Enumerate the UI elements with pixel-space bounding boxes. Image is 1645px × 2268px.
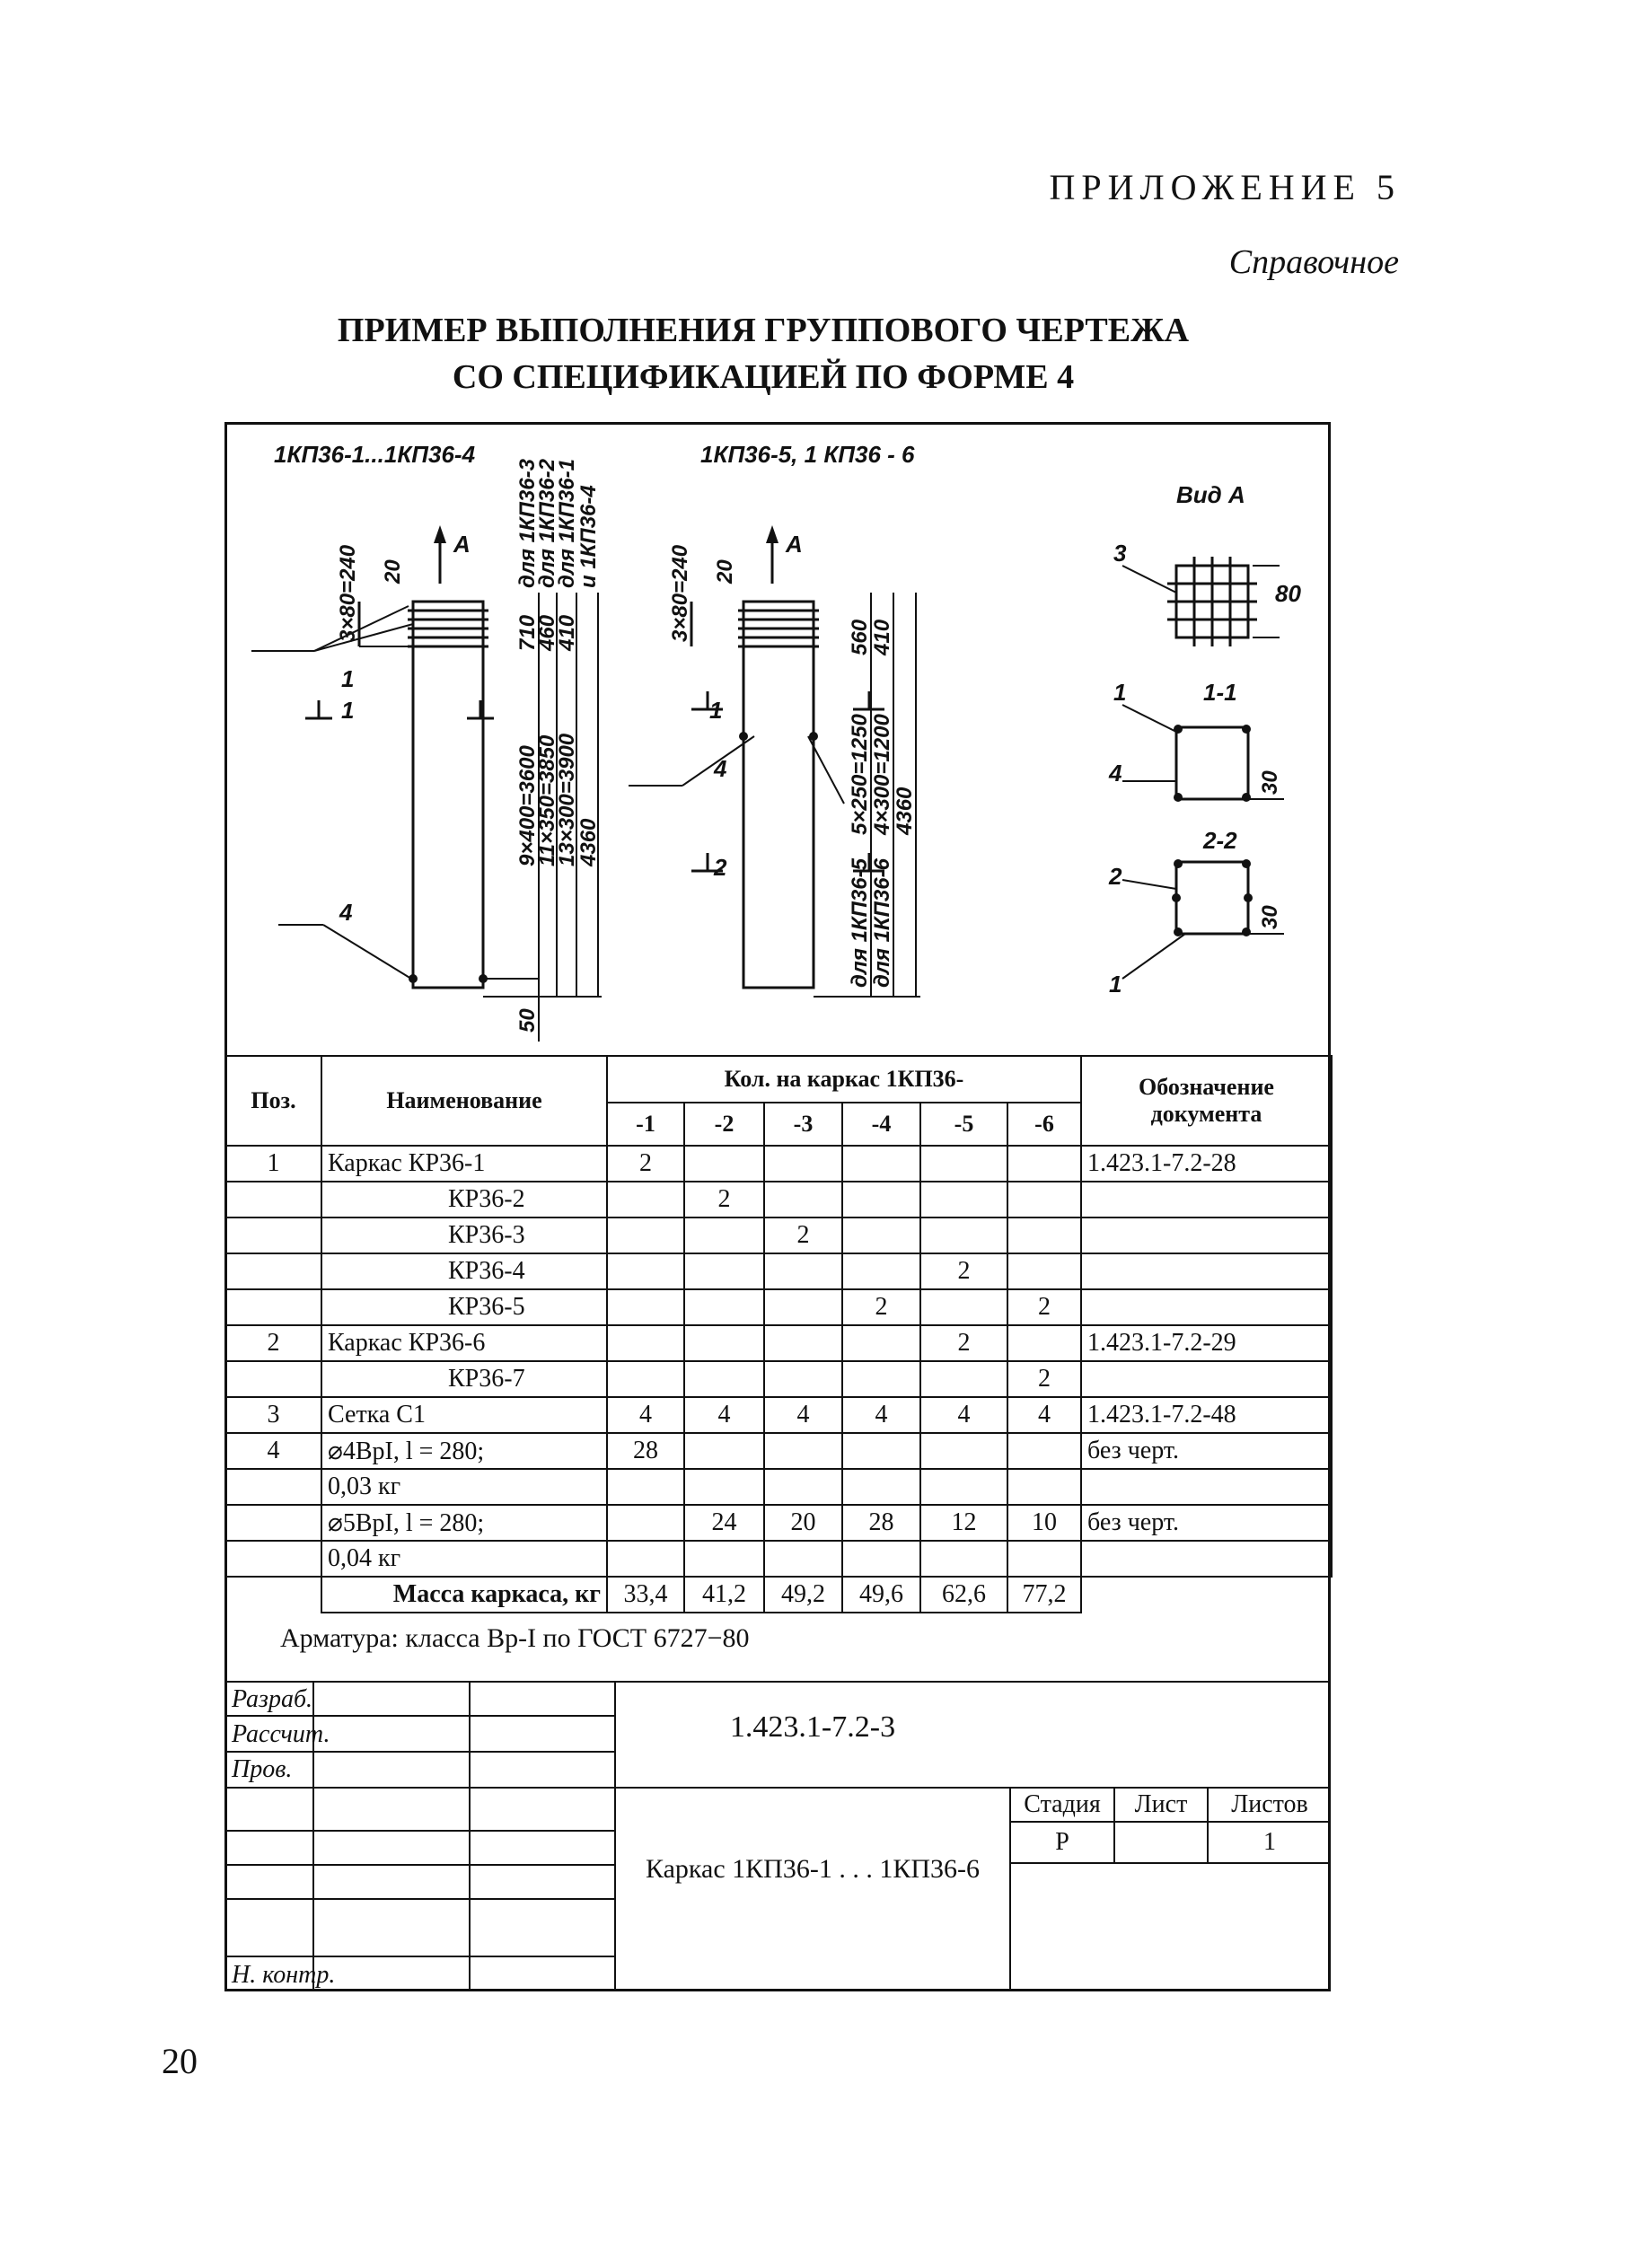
qty-cell — [1007, 1253, 1081, 1289]
qty-cell — [842, 1433, 920, 1469]
qty-cell: 2 — [607, 1146, 684, 1182]
qty-cell — [1007, 1146, 1081, 1182]
qty-cell: 2 — [920, 1253, 1007, 1289]
qty-cell: 28 — [842, 1505, 920, 1541]
qty-cell — [842, 1325, 920, 1361]
qty-cell — [920, 1469, 1007, 1505]
dim-1200: 4×300=1200 — [870, 714, 894, 835]
dim-560: 560 — [848, 619, 872, 655]
note-for-1kp36-5: для 1КП36-5 — [848, 858, 872, 988]
dim-3600: 9×400=3600 — [515, 745, 540, 866]
technical-drawing — [224, 422, 1331, 1055]
table-row — [225, 1541, 1332, 1577]
header-qty: Кол. на каркас 1КП36- — [607, 1056, 1081, 1103]
qty-cell — [842, 1541, 920, 1577]
dim-3850: 11×350=3850 — [535, 734, 559, 866]
mass-cell: 33,4 — [607, 1577, 684, 1613]
qty-cell — [920, 1541, 1007, 1577]
doc-cell — [1081, 1289, 1332, 1325]
qty-cell — [920, 1289, 1007, 1325]
name-cell: Сетка С1 — [321, 1397, 607, 1433]
table-row — [225, 1361, 1332, 1397]
qty-cell — [1007, 1541, 1081, 1577]
qty-cell: 12 — [920, 1505, 1007, 1541]
frame-middle-body — [743, 602, 814, 988]
qty-cell — [764, 1433, 842, 1469]
doc-cell: 1.423.1-7.2-28 — [1081, 1146, 1332, 1182]
qty-cell — [684, 1146, 764, 1182]
doc-cell: 1.423.1-7.2-29 — [1081, 1325, 1332, 1361]
name-cell: ⌀4ВрI, l = 280; — [321, 1433, 607, 1469]
qty-cell: 4 — [607, 1397, 684, 1433]
doc-cell — [1081, 1253, 1332, 1289]
qty-cell — [842, 1146, 920, 1182]
table-row — [225, 1397, 1332, 1433]
title-line-1: ПРИМЕР ВЫПОЛНЕНИЯ ГРУППОВОГО ЧЕРТЕЖА — [337, 312, 1190, 349]
table-row — [225, 1289, 1332, 1325]
table-row — [225, 1146, 1332, 1182]
dim-30-section-1: 30 — [1258, 770, 1282, 795]
qty-cell — [842, 1253, 920, 1289]
qty-cell — [764, 1469, 842, 1505]
qty-cell — [684, 1218, 764, 1253]
qty-cell — [764, 1361, 842, 1397]
dim-710: 710 — [515, 614, 540, 651]
mark-2-section: 2 — [1109, 863, 1122, 890]
qty-cell: 20 — [764, 1505, 842, 1541]
section-2-2 — [1176, 862, 1248, 934]
pos-cell — [225, 1505, 321, 1541]
sub-col: -4 — [842, 1103, 920, 1146]
mark-1-section: 1 — [1113, 679, 1127, 706]
qty-cell — [920, 1146, 1007, 1182]
qty-cell — [764, 1146, 842, 1182]
sub-col: -6 — [1007, 1103, 1081, 1146]
name-cell: КР36-4 — [321, 1253, 607, 1289]
sub-col: -1 — [607, 1103, 684, 1146]
name-cell: КР36-7 — [321, 1361, 607, 1397]
appendix-heading: ПРИЛОЖЕНИЕ 5 — [1049, 167, 1401, 207]
qty-cell — [1007, 1325, 1081, 1361]
table-row — [225, 1433, 1332, 1469]
qty-cell — [684, 1541, 764, 1577]
dim-30-section-2: 30 — [1258, 905, 1282, 929]
dim-240-left: 3×80=240 — [336, 544, 360, 642]
note-for-1kp36-6: для 1КП36-6 — [870, 858, 894, 988]
dim-410-left: 410 — [555, 614, 579, 651]
qty-cell — [607, 1505, 684, 1541]
qty-cell — [684, 1433, 764, 1469]
qty-cell — [764, 1253, 842, 1289]
mass-cell: 49,6 — [842, 1577, 920, 1613]
pos-cell — [225, 1541, 321, 1577]
doc-cell — [1081, 1469, 1332, 1505]
dim-50: 50 — [515, 1008, 540, 1033]
pos-cell — [225, 1182, 321, 1218]
qty-cell: 4 — [1007, 1397, 1081, 1433]
table-row — [225, 1253, 1332, 1289]
header-doc-line-1: Обозначение — [1139, 1074, 1274, 1100]
qty-cell: 2 — [842, 1289, 920, 1325]
qty-cell — [842, 1182, 920, 1218]
label-middle-series: 1КП36-5, 1 КП36 - 6 — [700, 441, 915, 468]
page-title — [224, 307, 1302, 400]
specification-table — [224, 1055, 1333, 1613]
doc-cell: 1.423.1-7.2-48 — [1081, 1397, 1332, 1433]
pos-cell: 4 — [225, 1433, 321, 1469]
table-row — [225, 1469, 1332, 1505]
qty-cell — [764, 1541, 842, 1577]
document-code: 1.423.1-7.2-3 — [729, 1710, 896, 1744]
stage-label: Стадия — [1024, 1790, 1101, 1818]
doc-cell — [1081, 1218, 1332, 1253]
dim-240-middle: 3×80=240 — [668, 544, 692, 642]
title-line-2: СО СПЕЦИФИКАЦИЕЙ ПО ФОРМЕ 4 — [452, 358, 1075, 396]
mark-4-section: 4 — [1109, 760, 1122, 787]
section-1-1-label: 1-1 — [1203, 679, 1237, 706]
qty-cell — [1007, 1433, 1081, 1469]
qty-cell — [920, 1361, 1007, 1397]
name-cell: ⌀5ВрI, l = 280; — [321, 1505, 607, 1541]
table-row — [225, 1182, 1332, 1218]
qty-cell: 2 — [684, 1182, 764, 1218]
qty-cell — [1007, 1182, 1081, 1218]
name-cell: КР36-3 — [321, 1218, 607, 1253]
role-developed: Разраб. — [232, 1685, 313, 1713]
arrow-a-label-left: А — [453, 531, 471, 558]
qty-cell — [607, 1218, 684, 1253]
name-cell: Каркас КР36-6 — [321, 1325, 607, 1361]
dim-1250: 5×250=1250 — [848, 714, 872, 835]
page-number: 20 — [162, 2041, 198, 2081]
qty-cell — [607, 1289, 684, 1325]
spec-body — [225, 1146, 1332, 1577]
note-and-1kp36-4: и 1КП36-4 — [576, 485, 601, 588]
qty-cell — [607, 1253, 684, 1289]
name-cell: 0,04 кг — [321, 1541, 607, 1577]
note-for-1kp36-3: для 1КП36-3 — [515, 459, 540, 588]
qty-cell — [842, 1469, 920, 1505]
name-cell: КР36-5 — [321, 1289, 607, 1325]
name-cell: Каркас КР36-1 — [321, 1146, 607, 1182]
pos-cell — [225, 1361, 321, 1397]
doc-cell: без черт. — [1081, 1505, 1332, 1541]
role-norm-control: Н. контр. — [232, 1961, 336, 1989]
note-for-1kp36-1: для 1КП36-1 — [555, 459, 579, 588]
sheets-value: 1 — [1263, 1828, 1276, 1856]
sheets-label: Листов — [1231, 1790, 1308, 1818]
qty-cell — [842, 1218, 920, 1253]
qty-cell — [1007, 1469, 1081, 1505]
qty-cell — [842, 1361, 920, 1397]
reference-note: Справочное — [1228, 243, 1399, 281]
qty-cell: 24 — [684, 1505, 764, 1541]
header-pos: Поз. — [225, 1056, 321, 1146]
view-a-label: Вид А — [1176, 481, 1245, 508]
qty-cell — [607, 1541, 684, 1577]
qty-cell: 2 — [764, 1218, 842, 1253]
mass-cell: 62,6 — [920, 1577, 1007, 1613]
sub-col: -2 — [684, 1103, 764, 1146]
qty-cell — [607, 1361, 684, 1397]
qty-cell — [607, 1469, 684, 1505]
mark-3-view: 3 — [1113, 540, 1127, 567]
qty-cell — [764, 1289, 842, 1325]
sub-col: -3 — [764, 1103, 842, 1146]
doc-cell — [1081, 1182, 1332, 1218]
mass-row — [225, 1577, 1332, 1613]
role-calculated: Рассчит. — [232, 1720, 330, 1748]
role-checked: Пров. — [232, 1755, 293, 1783]
mass-cell: 49,2 — [764, 1577, 842, 1613]
qty-cell — [684, 1253, 764, 1289]
qty-cell — [764, 1182, 842, 1218]
qty-cell: 2 — [920, 1325, 1007, 1361]
name-cell: КР36-2 — [321, 1182, 607, 1218]
reinforcement-note: Арматура: класса Вр-I по ГОСТ 6727−80 — [280, 1623, 750, 1653]
header-doc-line-2: документа — [1150, 1101, 1262, 1127]
qty-cell — [920, 1182, 1007, 1218]
dim-3900: 13×300=3900 — [555, 733, 579, 866]
pos-cell — [225, 1289, 321, 1325]
qty-cell: 4 — [920, 1397, 1007, 1433]
doc-cell — [1081, 1541, 1332, 1577]
note-for-1kp36-2: для 1КП36-2 — [535, 459, 559, 588]
doc-cell — [1081, 1361, 1332, 1397]
pos-cell: 2 — [225, 1325, 321, 1361]
qty-cell: 2 — [1007, 1289, 1081, 1325]
pos-cell: 3 — [225, 1397, 321, 1433]
qty-cell — [920, 1218, 1007, 1253]
dim-4360-left: 4360 — [576, 818, 601, 866]
qty-cell — [607, 1182, 684, 1218]
section-1-1 — [1176, 727, 1248, 799]
header-name: Наименование — [321, 1056, 607, 1146]
sheet-label: Лист — [1134, 1790, 1188, 1818]
qty-cell — [1007, 1218, 1081, 1253]
qty-cell — [764, 1325, 842, 1361]
dim-20-middle: 20 — [713, 559, 737, 584]
label-left-series: 1КП36-1...1КП36-4 — [274, 441, 476, 468]
qty-cell — [684, 1469, 764, 1505]
qty-cell: 2 — [1007, 1361, 1081, 1397]
pos-cell — [225, 1469, 321, 1505]
mark-4-left: 4 — [339, 899, 353, 926]
mass-cell: 77,2 — [1007, 1577, 1081, 1613]
dim-4360-middle: 4360 — [893, 787, 917, 835]
table-row — [225, 1325, 1332, 1361]
arrow-a-label-middle: А — [786, 531, 803, 558]
mark-1-left: 1 — [341, 697, 355, 724]
mass-cell: 41,2 — [684, 1577, 764, 1613]
qty-cell: 4 — [684, 1397, 764, 1433]
pos-cell — [225, 1218, 321, 1253]
table-row — [225, 1505, 1332, 1541]
frame-left-body — [413, 602, 483, 988]
pos-cell — [225, 1253, 321, 1289]
mark-1-bottom: 1 — [1109, 971, 1122, 998]
pos-cell: 1 — [225, 1146, 321, 1182]
mark-2-middle: 2 — [714, 854, 727, 881]
qty-cell — [684, 1325, 764, 1361]
dim-20-left: 20 — [381, 559, 405, 584]
stage-value: Р — [1055, 1828, 1069, 1856]
qty-cell — [684, 1289, 764, 1325]
mark-4-middle: 4 — [714, 755, 727, 782]
document-name: Каркас 1КП36-1 . . . 1КП36-6 — [645, 1854, 980, 1884]
mass-label: Масса каркаса, кг — [321, 1577, 607, 1613]
mark-1-middle: 1 — [709, 697, 723, 724]
dim-410-middle: 410 — [870, 619, 894, 655]
qty-cell — [920, 1433, 1007, 1469]
qty-cell: 10 — [1007, 1505, 1081, 1541]
qty-cell: 28 — [607, 1433, 684, 1469]
name-cell: 0,03 кг — [321, 1469, 607, 1505]
mark-1-leader: 1 — [341, 665, 355, 692]
dim-80: 80 — [1275, 580, 1301, 607]
doc-cell: без черт. — [1081, 1433, 1332, 1469]
qty-cell — [684, 1361, 764, 1397]
sub-col: -5 — [920, 1103, 1007, 1146]
qty-cell: 4 — [764, 1397, 842, 1433]
header-doc — [1081, 1056, 1332, 1146]
section-2-2-label: 2-2 — [1203, 827, 1237, 854]
table-row — [225, 1218, 1332, 1253]
qty-cell: 4 — [842, 1397, 920, 1433]
qty-cell — [607, 1325, 684, 1361]
dim-460: 460 — [535, 614, 559, 651]
